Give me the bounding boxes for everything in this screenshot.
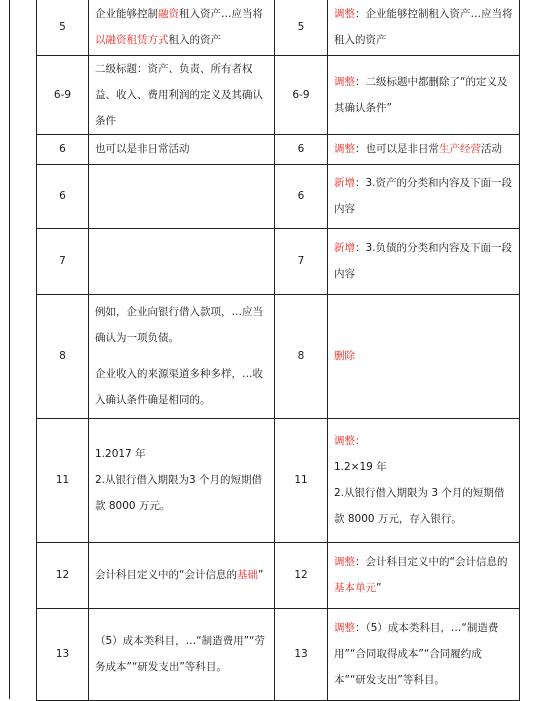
highlighted-text: 调整 — [334, 622, 355, 634]
old-page-number: 6 — [37, 164, 89, 228]
text-segment: ” — [376, 582, 382, 594]
comparison-table-body — [37, 0, 520, 700]
table-row — [37, 55, 520, 134]
table-row — [37, 294, 520, 418]
text-segment: 也可以是非日常活动 — [95, 143, 190, 155]
text-segment: ：（5）成本类科目，…“制造费用”“合同取得成本”“合同履约成本”“研发支出”等科目。 — [334, 622, 499, 686]
highlighted-text: 删除 — [334, 350, 355, 362]
highlighted-text: 以融资租赁方式 — [95, 34, 169, 47]
text-segment: 租入的资产 — [168, 34, 221, 47]
old-text-paragraph: 企业收入的来源渠道多种多样，…收入确认条件确是相同的。 — [95, 368, 263, 406]
new-text-line: 1.2×19 年 — [334, 461, 387, 473]
old-page-number: 7 — [37, 228, 89, 294]
old-page-number: 13 — [37, 608, 89, 700]
text-segment: ：企业能够控制租入资产…应当将租入的资产 — [334, 8, 513, 47]
table-row — [37, 542, 520, 608]
highlighted-text: 生产经营 — [439, 143, 481, 155]
text-segment: ：3.资产的分类和内容及下面一段内容 — [334, 177, 513, 215]
new-text-cell — [328, 0, 520, 55]
highlighted-text: 新增 — [334, 242, 355, 254]
table-row — [37, 228, 520, 294]
table-row — [37, 164, 520, 228]
table-row — [37, 608, 520, 700]
new-page-number: 13 — [275, 608, 328, 700]
text-segment: ：也可以是非日常 — [355, 143, 439, 155]
paragraph-gap — [95, 351, 268, 361]
new-page-number: 12 — [275, 542, 328, 608]
comparison-table — [36, 0, 520, 701]
text-segment: 会计科目定义中的“会计信息的 — [95, 569, 237, 581]
text-segment: ：3.负债的分类和内容及下面一段内容 — [334, 242, 513, 280]
page-margin-line — [9, 0, 10, 699]
old-text-cell — [89, 608, 275, 700]
old-page-number: 6 — [37, 134, 89, 164]
old-text-cell — [89, 134, 275, 164]
text-segment: 活动 — [481, 143, 502, 155]
old-page-number: 8 — [37, 294, 89, 418]
text-segment: 租入资产…应当 — [179, 8, 253, 21]
new-text-cell — [328, 608, 520, 700]
old-text-cell — [89, 55, 275, 134]
table-row — [37, 0, 520, 55]
highlighted-text: 调整 — [334, 8, 355, 21]
new-page-number: 8 — [275, 294, 328, 418]
text-segment: 企业能够控制 — [95, 8, 158, 21]
highlighted-text: 调整 — [334, 556, 355, 568]
table-row — [37, 134, 520, 164]
highlighted-text: 融资 — [158, 8, 179, 21]
old-page-number: 12 — [37, 542, 89, 608]
new-page-number: 6 — [275, 164, 328, 228]
new-text-cell — [328, 228, 520, 294]
old-page-number: 11 — [37, 418, 89, 542]
new-page-number: 6 — [275, 134, 328, 164]
text-segment: ” — [257, 569, 264, 581]
old-text-cell — [89, 0, 275, 55]
new-text-cell — [328, 55, 520, 134]
old-page-number: 6-9 — [37, 55, 89, 134]
text-segment: （5）成本类科目，…“制造费用”“劳务成本”“研发支出”等科目。 — [95, 635, 265, 673]
old-text-cell — [89, 542, 275, 608]
highlighted-text: 调整 — [334, 75, 355, 88]
text-segment: ：会计科目定义中的“会计信息的 — [355, 556, 508, 568]
new-text-cell — [328, 418, 520, 542]
text-segment: 二级标题：资产、负责、所有者权益、收入、费用利润的定义及其确认条件 — [95, 62, 263, 127]
highlighted-text: 基础 — [236, 569, 258, 581]
new-page-number: 7 — [275, 228, 328, 294]
old-text-cell — [89, 418, 275, 542]
highlighted-text: 基本单元 — [334, 582, 376, 594]
new-page-number: 6-9 — [275, 55, 328, 134]
table-row — [37, 418, 520, 542]
old-text-cell — [89, 294, 275, 418]
old-text-line: 2.从银行借入期限为3 个月的短期借款 8000 万元。 — [95, 474, 263, 512]
new-text-cell — [328, 542, 520, 608]
highlighted-text: 新增 — [334, 177, 355, 189]
old-text-line: 1.2017 年 — [95, 448, 146, 460]
old-text-cell — [89, 228, 275, 294]
text-segment: ：二级标题中都删除了“的定义及其确认条件” — [334, 75, 508, 114]
adjust-label: 调整： — [334, 435, 366, 447]
new-text-cell — [328, 134, 520, 164]
text-segment: 将 — [252, 8, 263, 21]
new-page-number: 5 — [275, 0, 328, 55]
new-text-line: 2.从银行借入期限为 3 个月的短期借款 8000 万元，存入银行。 — [334, 487, 505, 525]
new-page-number: 11 — [275, 418, 328, 542]
old-page-number: 5 — [37, 0, 89, 55]
highlighted-text: 调整 — [334, 143, 355, 155]
old-text-paragraph: 例如，企业向银行借入款项，…应当确认为一项负债。 — [95, 306, 263, 344]
old-text-cell — [89, 164, 275, 228]
new-text-cell — [328, 164, 520, 228]
new-text-cell — [328, 294, 520, 418]
